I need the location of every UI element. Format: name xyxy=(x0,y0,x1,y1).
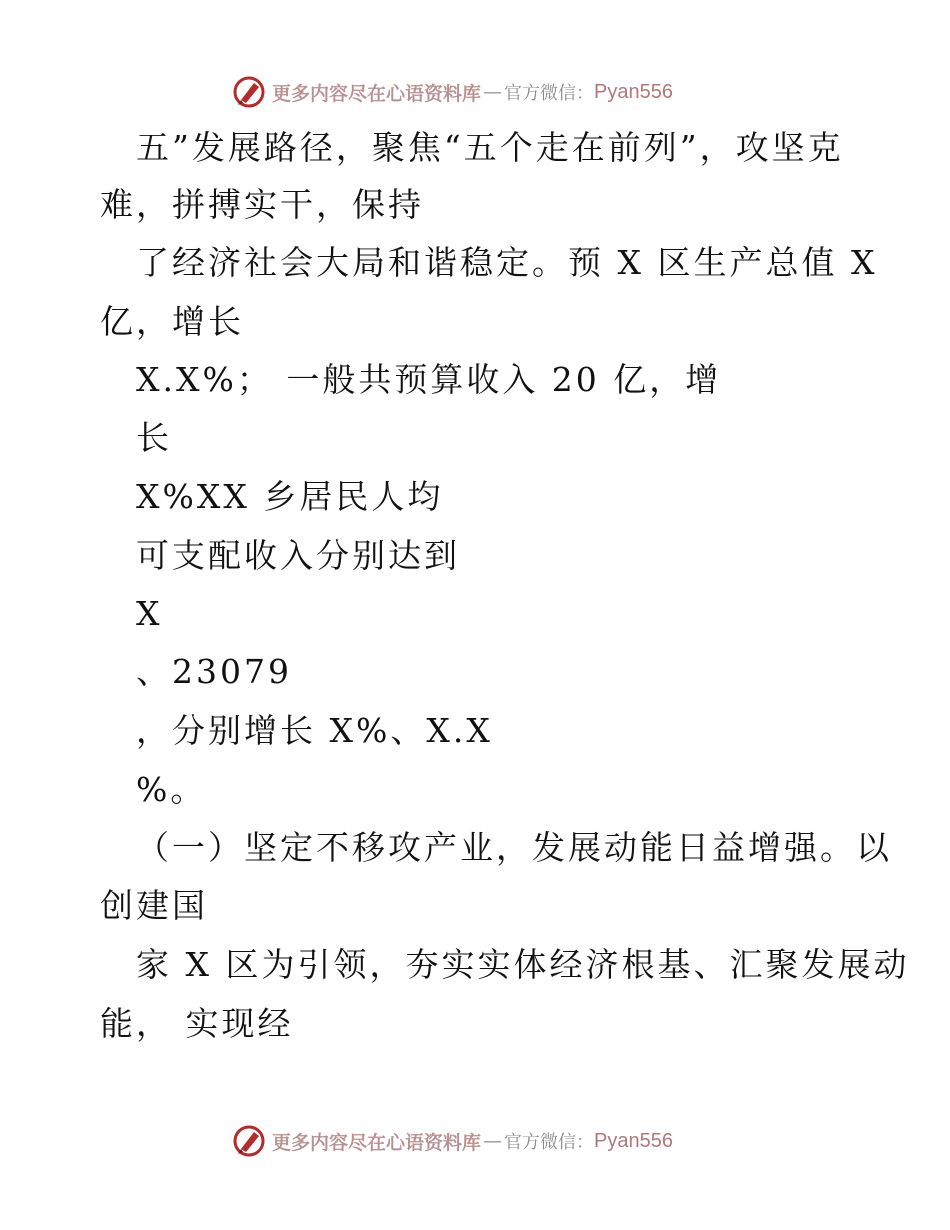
body-line: 了经济社会大局和谐稳定。预 X 区生产总值 X xyxy=(136,243,878,282)
watermark-account: Pyan556 xyxy=(594,80,673,103)
watermark-separator: — xyxy=(483,81,503,103)
watermark-main-text: 更多内容尽在心语资料库 xyxy=(272,82,482,105)
footer-watermark xyxy=(232,1121,673,1161)
body-line: 能， 实现经 xyxy=(100,1004,294,1043)
body-line: 难，拼搏实干，保持 xyxy=(100,185,424,224)
header-watermark xyxy=(232,72,673,112)
body-line: 可支配收入分别达到 xyxy=(136,536,460,575)
body-line: 家 X 区为引领，夯实实体经济根基、汇聚发展动 xyxy=(136,945,910,984)
watermark-label: 官方微信： xyxy=(504,1132,595,1153)
body-line: （一）坚定不移攻产业，发展动能日益增强。以 xyxy=(136,828,892,867)
body-line: 亿，增长 xyxy=(100,302,244,341)
body-line: X%XX 乡居民人均 xyxy=(136,477,444,516)
pen-logo-icon xyxy=(232,75,266,109)
body-line: 五”发展路径，聚焦“五个走在前列”，攻坚克 xyxy=(136,128,844,167)
body-line: 长 xyxy=(136,418,172,457)
body-line: X xyxy=(136,594,163,633)
body-line: 、23079 xyxy=(136,652,292,691)
watermark-main-text: 更多内容尽在心语资料库 xyxy=(272,1131,482,1154)
body-line: 创建国 xyxy=(100,886,208,925)
watermark-separator: — xyxy=(483,1130,503,1152)
body-line: X.X%； 一般共预算收入 20 亿，增 xyxy=(136,360,722,399)
body-line: ，分别增长 X%、X.X xyxy=(136,711,493,750)
pen-logo-icon xyxy=(232,1124,266,1158)
watermark-label: 官方微信： xyxy=(504,83,595,104)
body-line: %。 xyxy=(136,770,207,809)
watermark-account: Pyan556 xyxy=(594,1129,673,1152)
